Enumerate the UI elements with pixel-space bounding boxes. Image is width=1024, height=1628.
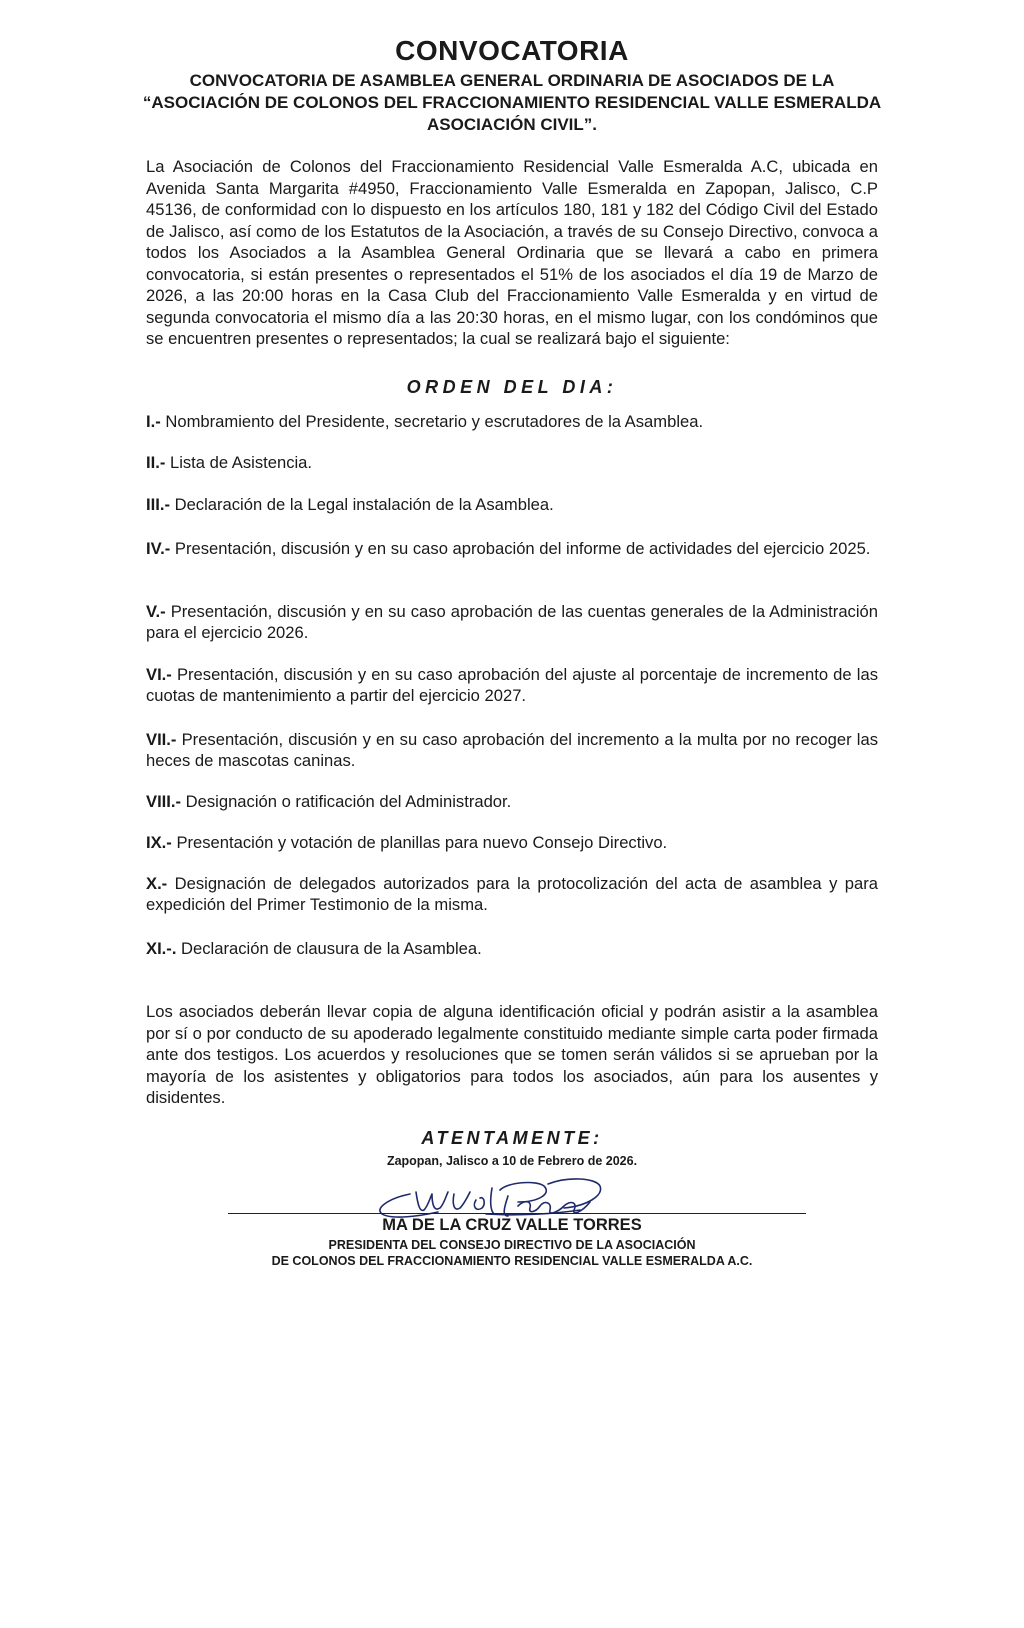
signer-name: MA DE LA CRUZ VALLE TORRES — [382, 1216, 642, 1234]
agenda-item-text: Designación o ratificación del Administrador. — [181, 792, 512, 811]
intro-paragraph: La Asociación de Colonos del Fraccionamiento Residencial Valle Esmeralda A.C, ubicada en Avenida Santa Margarita #4950, Fraccionamiento Valle Esmeralda en Zapopan, Jalisco, C.P 45136, de conformidad con lo dispuesto en los artículos 180, 181 y 182 del Código Civil del Estado de Jalisco, así como de los Estatutos de la Asociación, a través de su Consejo Directivo, convoca a todos los Asociados a la Asamblea General Ordinaria que se llevará a cabo en primera convocatoria, si están presentes o representados el 51% de los asociados el día 19 de Marzo de 2026, a las 20:00 horas en la Casa Club del Fraccionamiento Valle Esmeralda y en virtud de segunda convocatoria el mismo día a las 20:30 horas, en el mismo lugar, con los condóminos que se encuentren presentes o representados; la cual se realizará bajo el siguiente: — [146, 157, 878, 348]
agenda-item-text: Presentación, discusión y en su caso aprobación del incremento a la multa por no recoger las heces de mascotas caninas. — [146, 730, 878, 770]
agenda-item-text: Presentación, discusión y en su caso aprobación del informe de actividades del ejercicio 2025. — [170, 539, 871, 558]
signer-title — [0, 1237, 1024, 1269]
document-subtitle: CONVOCATORIA DE ASAMBLEA GENERAL ORDINARIA DE ASOCIADOS DE LA “ASOCIACIÓN DE COLONOS DEL FRACCIONAMIENTO RESIDENCIAL VALLE ESMERALDA ASOCIACIÓN CIVIL”. — [142, 71, 882, 134]
agenda-item-1 — [146, 411, 878, 432]
agenda-item-number: III.- — [146, 495, 170, 514]
agenda-item-number: II.- — [146, 453, 166, 472]
signer-title-line-2: DE COLONOS DEL FRACCIONAMIENTO RESIDENCIAL VALLE ESMERALDA A.C. — [271, 1254, 753, 1268]
sign-off: ATENTAMENTE: — [421, 1128, 603, 1148]
agenda-item-text: Declaración de clausura de la Asamblea. — [176, 939, 482, 958]
closing-paragraph: Los asociados deberán llevar copia de alguna identificación oficial y podrán asistir a la asamblea por sí o por conducto de su apoderado legalmente constituido mediante simple carta poder firmada ante dos testigos. Los acuerdos y resoluciones que se tomen serán válidos si se aprueban por la mayoría de los asistentes y obligatorios para todos los asociados, aún para los ausentes y disidentes. — [146, 1002, 878, 1107]
agenda-item-text: Presentación, discusión y en su caso aprobación del ajuste al porcentaje de incremento de las cuotas de mantenimiento a partir del ejercicio 2027. — [146, 665, 878, 705]
agenda-item-text: Presentación y votación de planillas para nuevo Consejo Directivo. — [171, 833, 668, 852]
place-date: Zapopan, Jalisco a 10 de Febrero de 2026. — [386, 1154, 638, 1168]
agenda-item-number: X.- — [146, 874, 168, 893]
agenda-item-10 — [146, 873, 878, 915]
agenda-item-text: Lista de Asistencia. — [165, 453, 313, 472]
agenda-item-number: XI.-. — [146, 939, 177, 958]
agenda-item-number: VIII.- — [146, 792, 182, 811]
signer-title-line-1: PRESIDENTA DEL CONSEJO DIRECTIVO DE LA ASOCIACIÓN — [328, 1238, 696, 1252]
agenda-item-number: V.- — [146, 602, 166, 621]
agenda-item-text: Declaración de la Legal instalación de la Asamblea. — [169, 495, 554, 514]
agenda-item-number: VI.- — [146, 665, 172, 684]
signature-line — [228, 1213, 806, 1214]
agenda-item-number: IX.- — [146, 833, 172, 852]
agenda-item-text: Nombramiento del Presidente, secretario y escrutadores de la Asamblea. — [160, 412, 704, 431]
agenda-item-9 — [146, 832, 878, 853]
document-title: CONVOCATORIA — [395, 35, 629, 66]
agenda-item-text: Presentación, discusión y en su caso aprobación de las cuentas generales de la Administración para el ejercicio 2026. — [146, 602, 878, 642]
agenda-item-number: VII.- — [146, 730, 177, 749]
agenda-item-3 — [146, 494, 878, 515]
agenda-item-number: I.- — [146, 412, 161, 431]
agenda-item-2 — [146, 452, 878, 473]
agenda-item-text: Designación de delegados autorizados para la protocolización del acta de asamblea y para expedición del Primer Testimonio de la misma. — [146, 874, 878, 914]
agenda-item-11 — [146, 938, 878, 959]
agenda-item-number: IV.- — [146, 539, 171, 558]
agenda-item-6 — [146, 664, 878, 706]
agenda-heading: ORDEN DEL DIA: — [406, 377, 618, 397]
agenda-item-5 — [146, 601, 878, 643]
agenda-item-8 — [146, 791, 878, 812]
agenda-item-4 — [146, 538, 878, 559]
agenda-item-7 — [146, 729, 878, 771]
